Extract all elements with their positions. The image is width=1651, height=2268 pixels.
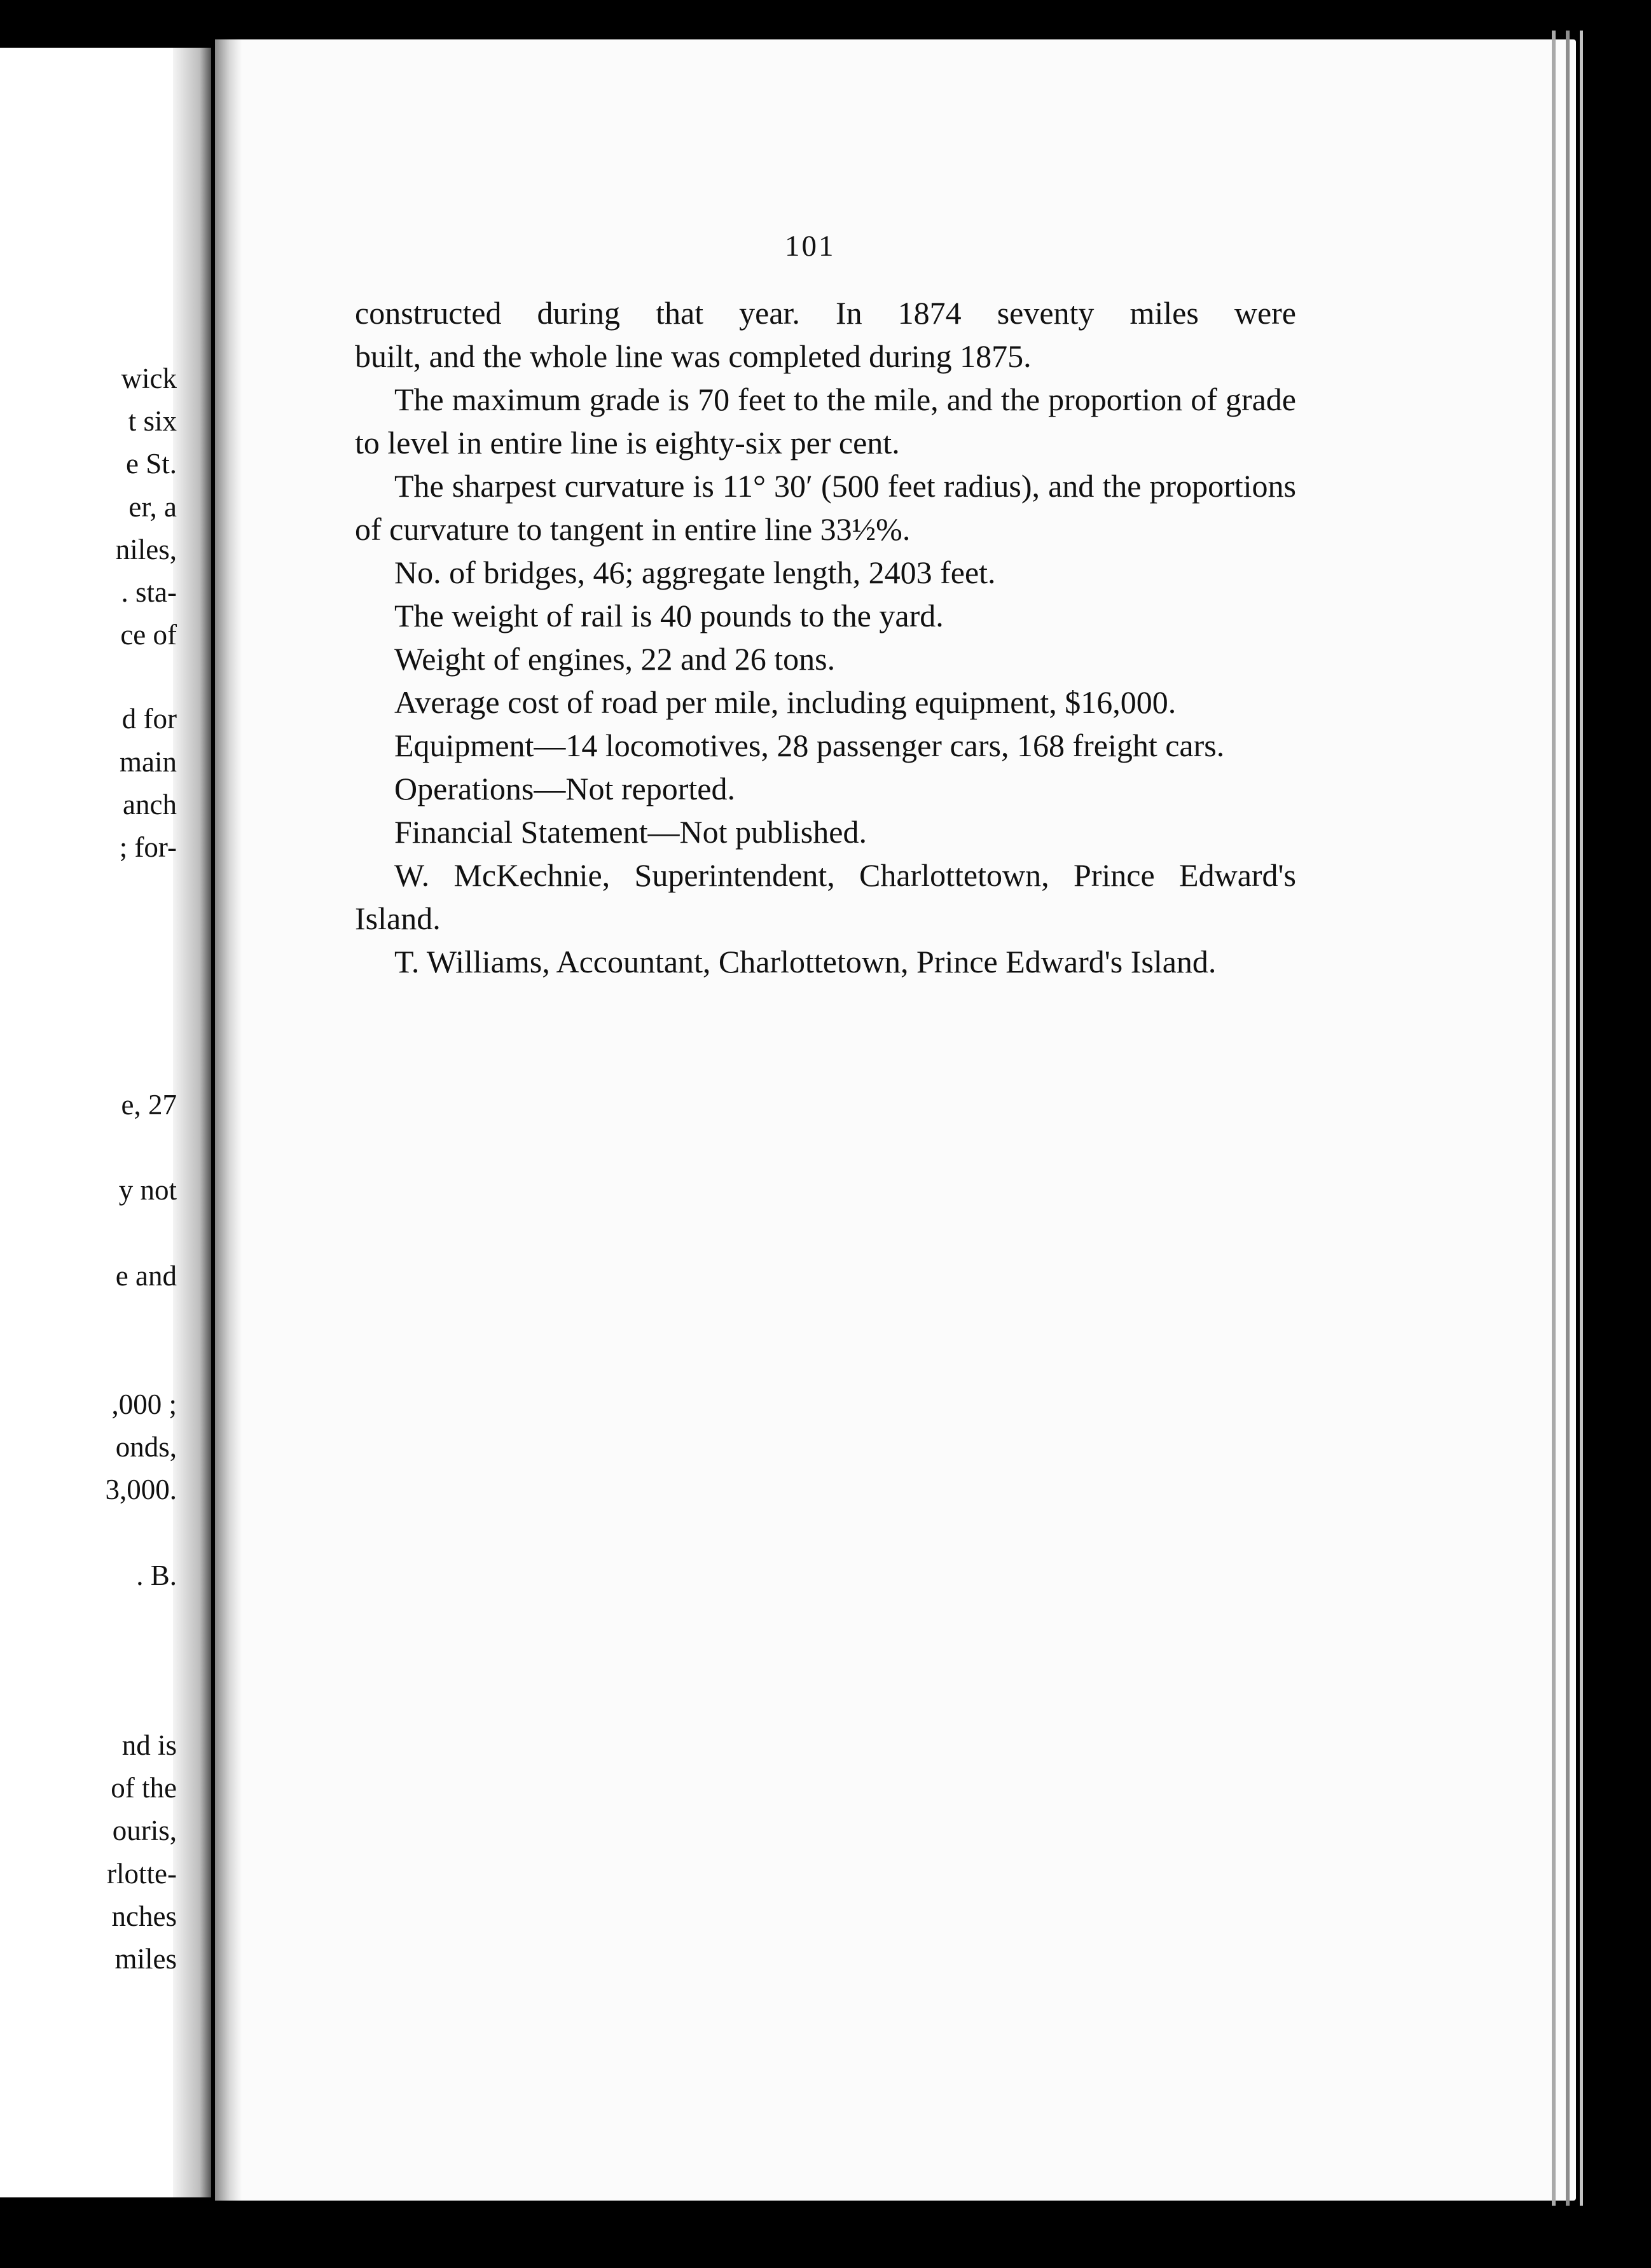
left-page-fragment: niles,	[115, 534, 177, 565]
left-page-fragment: rlotte-	[107, 1858, 177, 1890]
left-page-gutter-shadow	[173, 48, 211, 2197]
paragraph-accountant: T. Williams, Accountant, Charlottetown, Prince Edward's Island.	[394, 944, 1217, 979]
page-edge	[1566, 31, 1570, 2206]
left-page-fragment: y not	[118, 1174, 177, 1206]
body-text	[355, 291, 1296, 983]
paragraph-engines: Weight of engines, 22 and 26 tons.	[394, 641, 836, 677]
left-page-fragment: . B.	[136, 1559, 177, 1591]
paragraph-financial: Financial Statement—Not published.	[394, 814, 867, 850]
left-page-fragment: nches	[111, 1900, 177, 1932]
left-page-fragment: e and	[115, 1260, 177, 1292]
left-page-fragment: ,000 ;	[111, 1388, 177, 1420]
paragraph-equipment: Equipment—14 locomotives, 28 passenger cars, 168 freight cars.	[394, 728, 1225, 763]
page-edge	[1552, 31, 1556, 2206]
gutter-shadow	[215, 39, 242, 2201]
left-page-fragment: er, a	[128, 491, 177, 523]
paragraph-operations: Operations—Not reported.	[394, 771, 735, 806]
left-page-fragment: 3,000.	[105, 1474, 177, 1505]
text-line: built, and the whole line was completed during 1875.	[355, 338, 1032, 374]
paragraph-curvature: The sharpest curvature is 11° 30′ (500 feet radius), and the proportions of curvature to tangent in entire line 33½%.	[355, 468, 1296, 547]
left-page-fragment: ce of	[120, 619, 177, 651]
left-page-fragment: main	[120, 746, 177, 778]
left-page-fragment: nd is	[121, 1729, 177, 1761]
left-page-fragment: . sta-	[121, 576, 177, 608]
paragraph-bridges: No. of bridges, 46; aggregate length, 2403 feet.	[394, 555, 996, 590]
left-page-fragment: e, 27	[121, 1089, 177, 1121]
left-page-fragment: of the	[111, 1772, 177, 1804]
left-page-fragment: wick	[121, 363, 177, 394]
left-page-fragment: e St.	[125, 448, 177, 480]
left-page-fragment: onds,	[115, 1431, 177, 1463]
left-page-fragment: miles	[107, 1943, 177, 1975]
left-page-fragment: t six	[128, 405, 177, 437]
left-page-fragment: anch	[123, 789, 177, 820]
left-page-fragment: d for	[121, 703, 177, 735]
page-edge	[1580, 31, 1583, 2206]
text-line: constructed during that year. In 1874 seventy miles were	[355, 295, 1296, 331]
left-page-fragment: ; for-	[119, 831, 177, 863]
paragraph-rail: The weight of rail is 40 pounds to the yard.	[394, 598, 944, 633]
paragraph-superintendent: W. McKechnie, Superintendent, Charlottetown, Prince Edward's Island.	[355, 857, 1296, 936]
left-page-fragment: ouris,	[112, 1815, 177, 1846]
paragraph-grade: The maximum grade is 70 feet to the mile, and the proportion of grade to level in entire line is eighty-six per cent.	[355, 382, 1296, 460]
paragraph-cost: Average cost of road per mile, including equipment, $16,000.	[394, 684, 1177, 720]
page-number: 101	[785, 230, 836, 263]
left-page	[0, 48, 204, 2197]
